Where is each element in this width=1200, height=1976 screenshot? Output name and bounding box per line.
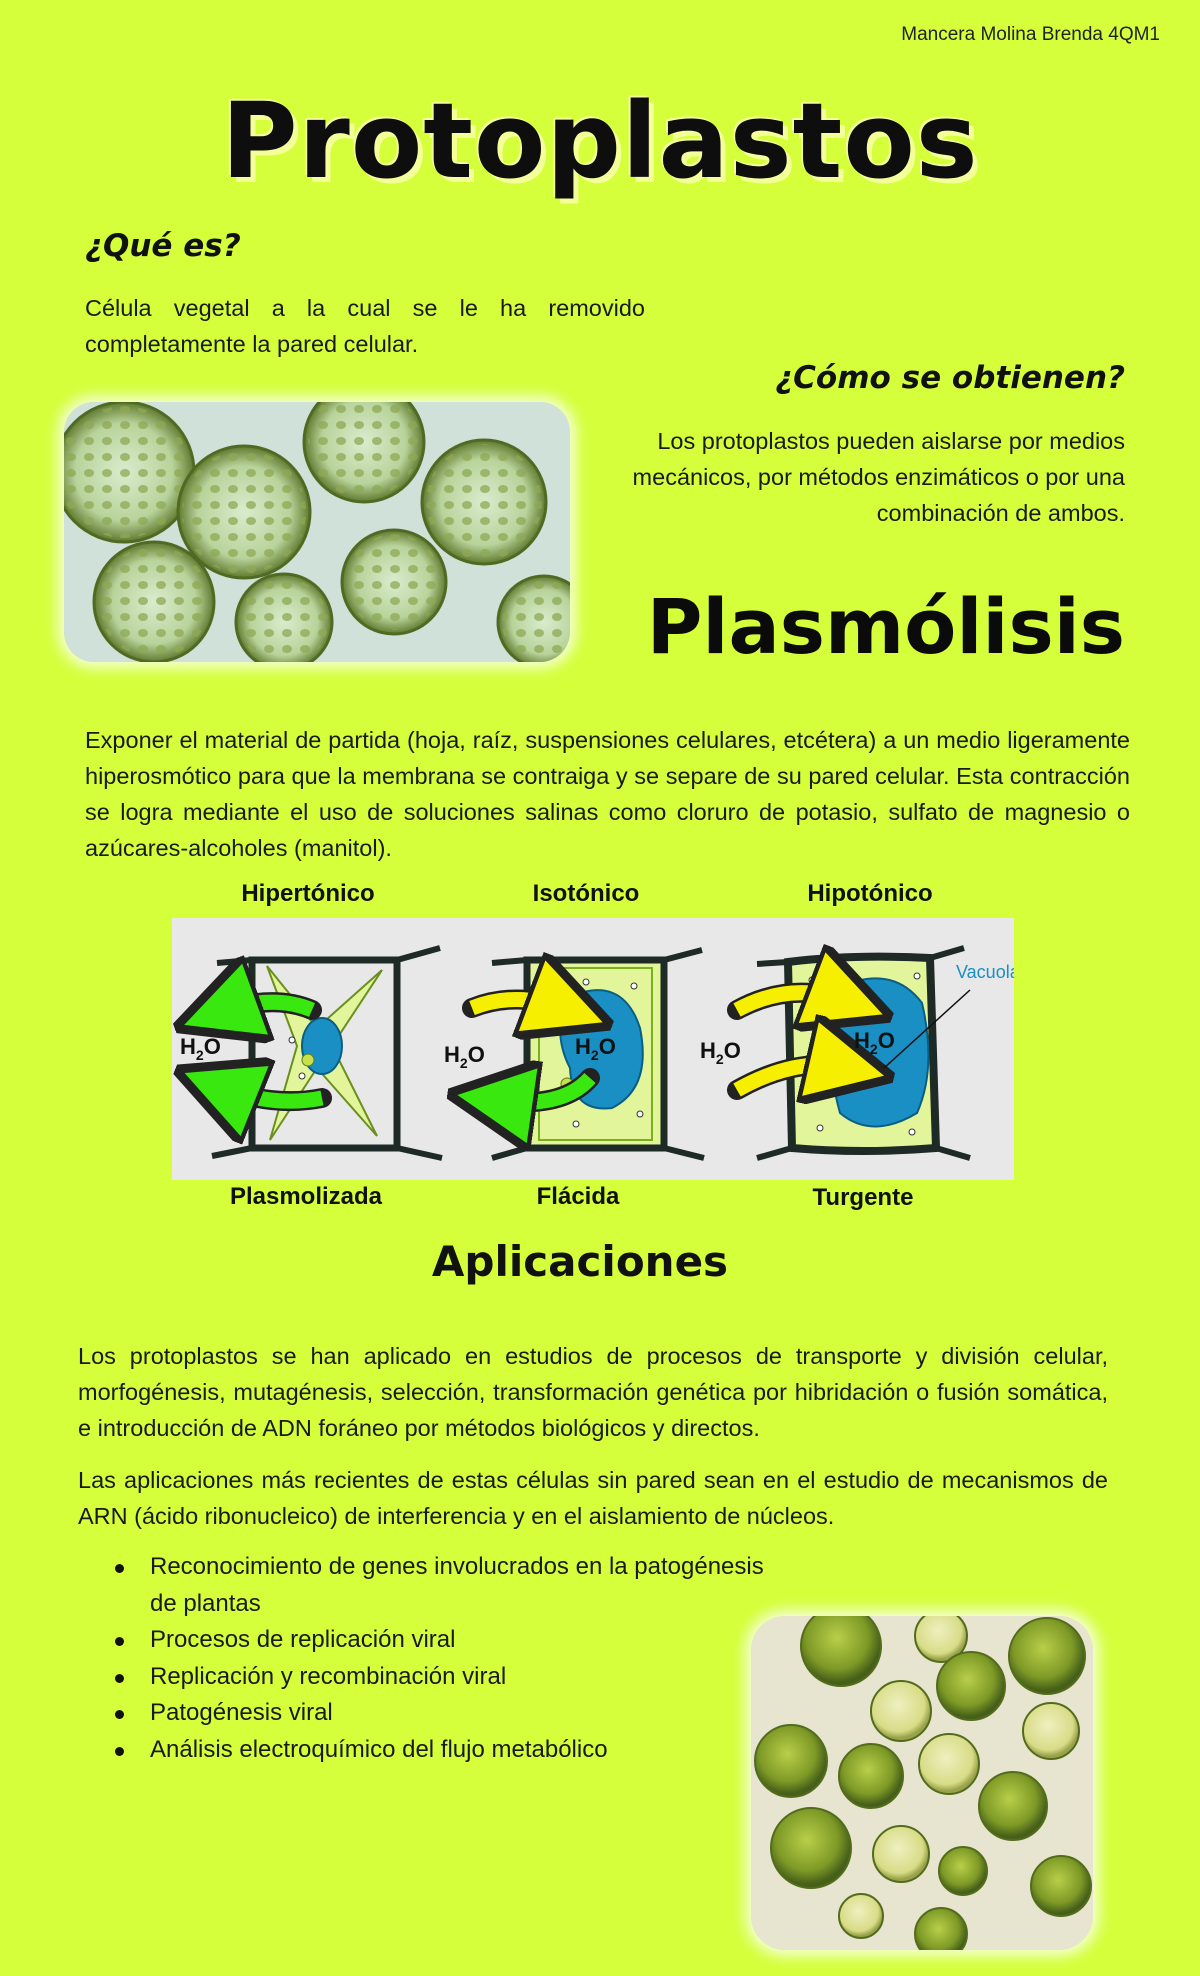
aplicaciones-p2: Las aplicaciones más recientes de estas células sin pared sean en el estudio de mecanismos de ARN (ácido ribonucleico) de interferencia y en el aislamiento de núcleos. xyxy=(78,1467,1108,1529)
list-item: Replicación y recombinación viral xyxy=(80,1659,780,1696)
water-label-3: $H_2O$ xyxy=(575,1034,616,1063)
plasmolisis-heading: Plasmólisis xyxy=(646,582,1125,671)
protoplast-micrograph-2-image xyxy=(751,1616,1093,1950)
osmosis-diagram-image xyxy=(172,918,1014,1180)
protoplast-micrograph xyxy=(64,402,570,662)
como-text: Los protoplastos pueden aislarse por medios mecánicos, por métodos enzimáticos o por una combinación de ambos. xyxy=(632,428,1125,526)
label-hipotonico: Hipotónico xyxy=(807,880,933,907)
que-es-text: Célula vegetal a la cual se le ha removido completamente la pared celular. xyxy=(85,295,645,357)
aplicaciones-p1: Los protoplastos se han aplicado en estudios de procesos de transporte y división celular, morfogénesis, mutagénesis, selección, transformación genética por hibridación o fusión somática, e introducción de ADN foráneo por métodos biológicos y directos. xyxy=(78,1343,1108,1441)
plasmolisis-text: Exponer el material de partida (hoja, raíz, suspensiones celulares, etcétera) a un medio ligeramente hiperosmótico para que la membrana se contraiga y se separe de su pared celular. Esta contracción se logra mediante el uso de soluciones salinas como cloruro de potasio, sulfato de magnesio o azúcares-alcoholes (manitol). xyxy=(85,727,1130,861)
label-hipertonico: Hipertónico xyxy=(241,880,375,907)
author-name: Mancera Molina Brenda 4QM1 xyxy=(901,24,1160,45)
water-label-5: $H_2O$ xyxy=(854,1028,895,1057)
label-isotonico: Isotónico xyxy=(532,880,640,907)
que-es-heading: ¿Qué es? xyxy=(85,228,241,264)
aplicaciones-heading: Aplicaciones xyxy=(431,1237,729,1286)
vacuole-label: Vacuola xyxy=(956,962,1014,982)
list-item: Patogénesis viral xyxy=(80,1695,780,1732)
page-title: Protoplastos xyxy=(221,80,979,202)
water-label-1: $H_2O$ xyxy=(180,1034,221,1063)
protoplast-micrograph-image xyxy=(64,402,570,662)
aplicaciones-list xyxy=(80,1549,780,1768)
water-label-4: $H_2O$ xyxy=(700,1038,741,1067)
como-heading: ¿Cómo se obtienen? xyxy=(775,360,1125,396)
water-label-2: $H_2O$ xyxy=(444,1042,485,1071)
label-turgente: Turgente xyxy=(812,1184,914,1211)
list-item: Procesos de replicación viral xyxy=(80,1622,780,1659)
osmosis-diagram xyxy=(172,918,1014,1180)
list-item: Análisis electroquímico del flujo metabólico xyxy=(80,1732,780,1769)
label-flacida: Flácida xyxy=(536,1183,620,1210)
label-plasmolizada: Plasmolizada xyxy=(229,1183,383,1210)
list-item: Reconocimiento de genes involucrados en la patogénesis de plantas xyxy=(80,1549,780,1622)
protoplast-micrograph-2 xyxy=(751,1616,1093,1950)
